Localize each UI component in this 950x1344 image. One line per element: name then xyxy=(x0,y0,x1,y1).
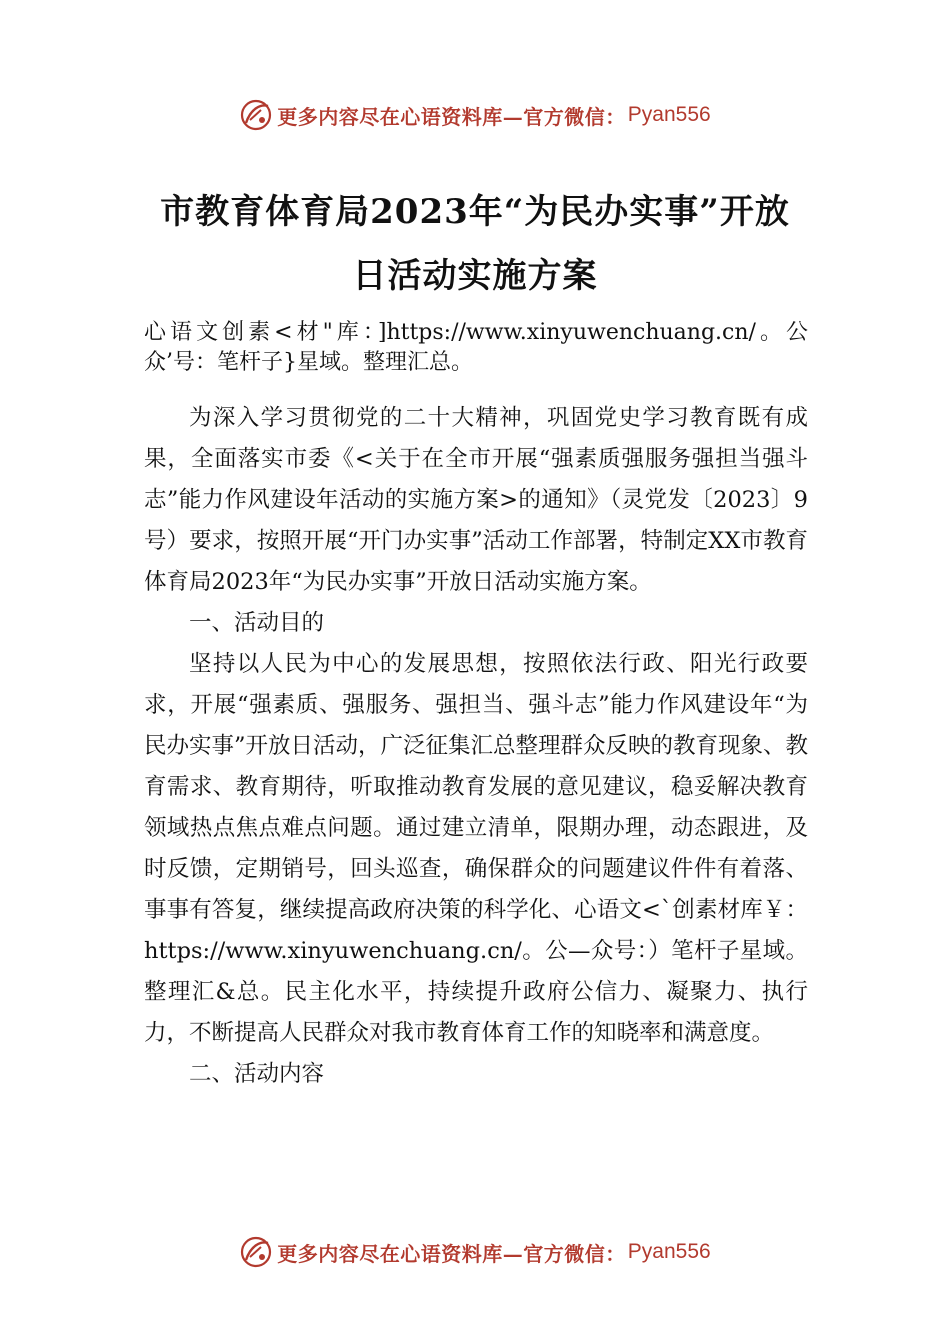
title-line-1: 市教育体育局2023年“为民办实事”开放 xyxy=(160,192,790,232)
brand-logo-icon xyxy=(239,1235,273,1269)
source-note: 心语文创素<材"库：]https://www.xinyuwenchuang.cn/。公众’号：笔杆子}星域。整理汇总。 xyxy=(144,320,808,375)
intro-paragraph: 为深入学习贯彻党的二十大精神，巩固党史学习教育既有成果，全面落实市委《<关于在全市开展“强素质强服务强担当强斗志”能力作风建设年活动的实施方案>的通知》（灵党发〔2023〕9号）要求，按照开展“开门办实事”活动工作部署，特制定XX市教育体育局2023年“为民办实事”开放日活动实施方案。 xyxy=(144,405,808,595)
banner-text: 更多内容尽在心语资料库—官方微信： xyxy=(277,1241,626,1266)
banner-wechat-id: Pyan556 xyxy=(627,1240,711,1263)
document-body xyxy=(144,318,808,1095)
title-line-2: 日活动实施方案 xyxy=(352,256,598,296)
section-2-heading: 二、活动内容 xyxy=(189,1061,325,1087)
banner-text: 更多内容尽在心语资料库—官方微信： xyxy=(277,104,626,129)
document-title xyxy=(60,180,890,308)
header-banner xyxy=(0,95,950,135)
section-1-paragraph: 坚持以人民为中心的发展思想，按照依法行政、阳光行政要求，开展“强素质、强服务、强担当、强斗志”能力作风建设年“为民办实事”开放日活动，广泛征集汇总整理群众反映的教育现象、教育需求、教育期待，听取推动教育发展的意见建议，稳妥解决教育领域热点焦点难点问题。通过建立清单，限期办理，动态跟进，及时反馈，定期销号，回头巡查，确保群众的问题建议件件有着落、事事有答复，继续提高政府决策的科学化、心语文<`创素材库￥：https://www.xinyuwenchuang.cn/。公—众号：）笔杆子星域。整理汇&总。民主化水平，持续提升政府公信力、凝聚力、执行力，不断提高人民群众对我市教育体育工作的知晓率和满意度。 xyxy=(144,651,809,1046)
banner-wechat-id: Pyan556 xyxy=(627,103,711,126)
footer-banner xyxy=(0,1232,950,1272)
section-1-heading: 一、活动目的 xyxy=(189,610,325,636)
brand-logo-icon xyxy=(239,98,273,132)
